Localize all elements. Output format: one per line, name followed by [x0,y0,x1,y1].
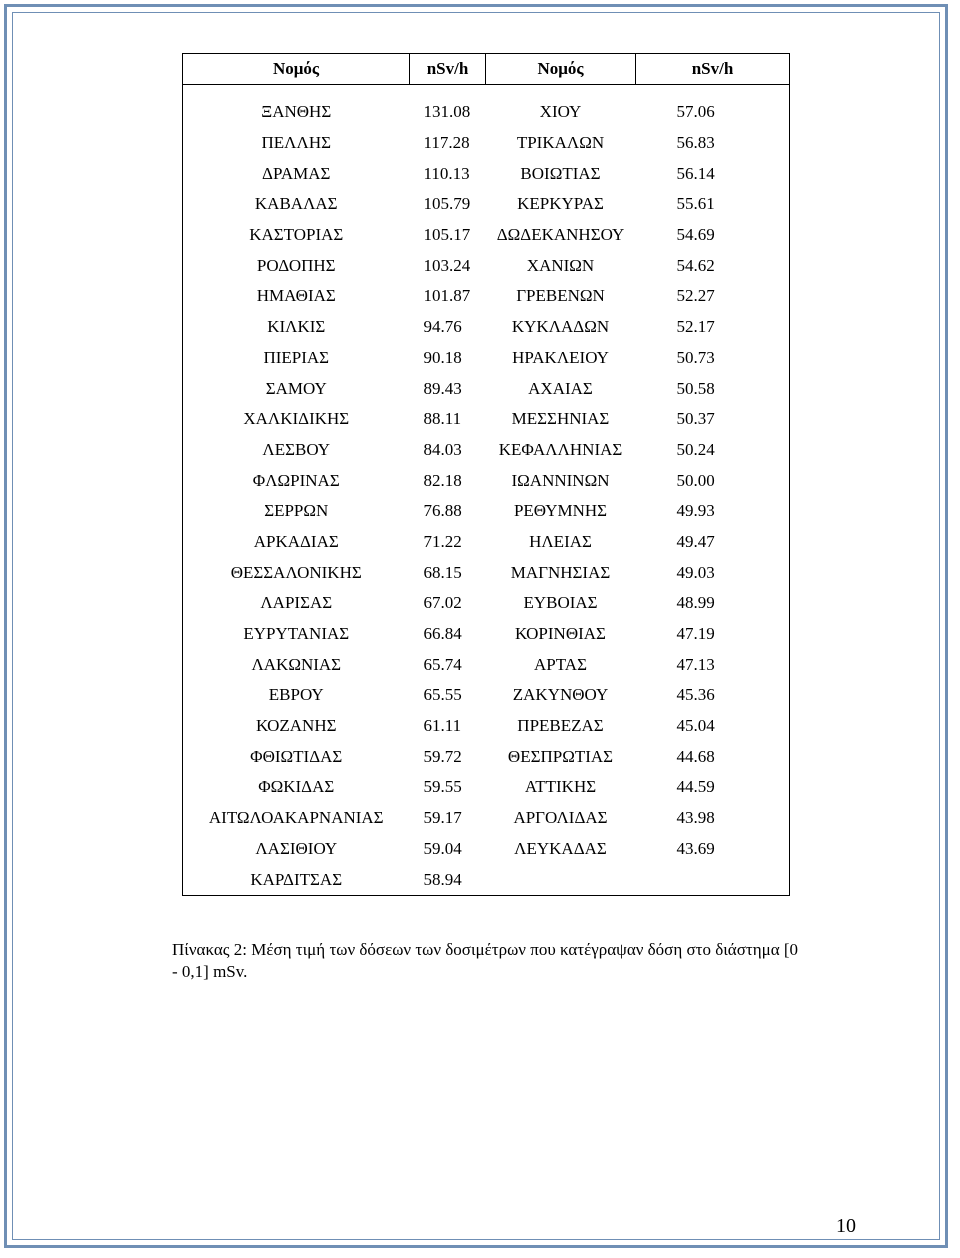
dose-left-cell: 105.79 [423,194,471,214]
dose-right-cell: 55.61 [676,194,715,214]
table-row [183,588,790,619]
dose-left-cell: 90.18 [423,347,462,367]
dose-right-cell: 49.03 [676,562,715,582]
dose-left-cell: 117.28 [423,133,470,153]
dose-left-cell: 59.17 [423,808,462,828]
prefecture-right-cell: ΖΑΚΥΝΘΟΥ [512,685,609,705]
table-row [183,435,790,466]
prefecture-right-cell: ΠΡΕΒΕΖΑΣ [517,716,604,736]
prefecture-right-cell: ΒΟΙΩΤΙΑΣ [520,163,601,183]
dose-left-cell: 65.55 [423,685,462,705]
prefecture-left-cell: ΛΕΣΒΟΥ [262,439,331,459]
prefecture-right-cell: ΧΑΝΙΩΝ [526,255,595,275]
table-caption: Πίνακας 2: Μέση τιμή των δόσεων των δοσιμέτρων που κατέγραψαν δόση στο διάστημα [0 - 0,1] mSv. [172,940,799,981]
header-dose-left: nSv/h [410,54,486,85]
table-row [183,128,790,159]
dose-left-cell: 71.22 [423,531,462,551]
header-dose-right: nSv/h [636,54,790,85]
prefecture-right-cell: ΡΕΘΥΜΝΗΣ [513,501,608,521]
prefecture-right-cell: ΑΤΤΙΚΗΣ [524,777,597,797]
dose-left-cell: 58.94 [423,869,462,889]
table-row [183,649,790,680]
dose-left-cell: 68.15 [423,562,462,582]
dose-right-cell: 50.37 [676,409,715,429]
dose-left-cell: 94.76 [423,317,462,337]
table-row [183,619,790,650]
table-row [183,680,790,711]
dose-right-cell: 50.73 [676,347,715,367]
prefecture-right-cell [486,864,636,895]
prefecture-left-cell: ΕΥΡΥΤΑΝΙΑΣ [243,624,350,644]
dose-right-cell: 47.13 [676,654,715,674]
table-row [183,864,790,895]
prefecture-left-cell: ΦΩΚΙΔΑΣ [258,777,335,797]
table-spacer-row [183,85,790,98]
dose-right-cell: 50.00 [676,470,715,490]
prefecture-left-cell: ΕΒΡΟΥ [268,685,324,705]
prefecture-left-cell: ΡΟΔΟΠΗΣ [256,255,336,275]
table-row [183,158,790,189]
prefecture-left-cell: ΦΘΙΩΤΙΔΑΣ [250,746,343,766]
prefecture-left-cell: ΣΑΜΟΥ [265,378,327,398]
prefecture-left-cell: ΑΡΚΑΔΙΑΣ [253,531,339,551]
prefecture-right-cell: ΓΡΕΒΕΝΩΝ [516,286,605,306]
table-row [183,711,790,742]
prefecture-right-cell: ΗΡΑΚΛΕΙΟΥ [512,347,609,367]
table-header-row [183,54,790,85]
prefecture-right-cell: ΔΩΔΕΚΑΝΗΣΟΥ [496,225,625,245]
dose-left-cell: 88.11 [423,409,462,429]
dose-left-cell: 89.43 [423,378,462,398]
dose-left-cell: 59.72 [423,746,462,766]
prefecture-right-cell: ΚΕΦΑΛΛΗΝΙΑΣ [498,439,623,459]
prefecture-right-cell: ΛΕΥΚΑΔΑΣ [514,838,607,858]
table-row [183,496,790,527]
prefecture-left-cell: ΚΑΡΔΙΤΣΑΣ [250,869,343,889]
table-row [183,312,790,343]
prefecture-right-cell: ΜΕΣΣΗΝΙΑΣ [511,409,610,429]
dose-left-cell: 61.11 [423,716,462,736]
dose-right-cell: 56.14 [676,163,715,183]
prefecture-left-cell: ΚΑΒΑΛΑΣ [254,194,338,214]
dose-right-cell: 43.98 [676,808,715,828]
dose-right-cell: 43.69 [676,838,715,858]
dose-left-cell: 105.17 [423,225,471,245]
table-row [183,803,790,834]
prefecture-left-cell: ΗΜΑΘΙΑΣ [256,286,336,306]
header-prefecture-left: Νομός [183,54,410,85]
prefecture-left-cell: ΚΑΣΤΟΡΙΑΣ [249,225,344,245]
prefecture-right-cell: ΚΥΚΛΑΔΩΝ [511,317,610,337]
dose-left-cell: 131.08 [423,102,471,122]
prefecture-right-cell: ΕΥΒΟΙΑΣ [523,593,598,613]
dose-right-cell: 57.06 [676,102,715,122]
dose-left-cell: 65.74 [423,654,462,674]
dose-left-cell: 67.02 [423,593,462,613]
table-row [183,220,790,251]
dose-right-cell: 52.17 [676,317,715,337]
prefecture-left-cell: ΘΕΣΣΑΛΟΝΙΚΗΣ [230,562,362,582]
table-row [183,772,790,803]
dose-right-cell: 56.83 [676,133,715,153]
dose-right-cell: 50.58 [676,378,715,398]
prefecture-right-cell: ΑΡΓΟΛΙΔΑΣ [513,808,608,828]
table-row [183,834,790,865]
table-row [183,741,790,772]
dose-right-cell: 45.36 [676,685,715,705]
prefecture-left-cell: ΛΑΚΩΝΙΑΣ [251,654,342,674]
prefecture-right-cell: ΚΕΡΚΥΡΑΣ [517,194,604,214]
table-row [183,527,790,558]
table-row [183,343,790,374]
prefecture-right-cell: ΗΛΕΙΑΣ [529,531,592,551]
dose-left-cell: 82.18 [423,470,462,490]
dose-left-cell: 59.04 [423,838,462,858]
table-row [183,250,790,281]
table-body [183,85,790,896]
dose-right-cell: 44.59 [676,777,715,797]
table-row [183,97,790,128]
table-row [183,465,790,496]
table-row [183,557,790,588]
dose-left-cell: 66.84 [423,624,462,644]
dose-right-cell: 54.62 [676,255,715,275]
prefecture-right-cell: ΜΑΓΝΗΣΙΑΣ [510,562,611,582]
prefecture-right-cell: ΧΙΟΥ [539,102,582,122]
dose-left-cell: 59.55 [423,777,462,797]
table-row [183,404,790,435]
prefecture-left-cell: ΠΙΕΡΙΑΣ [263,347,330,367]
prefecture-left-cell: ΦΛΩΡΙΝΑΣ [252,470,340,490]
dose-left-cell: 110.13 [423,163,470,183]
table-row [183,189,790,220]
prefecture-right-cell: ΑΡΤΑΣ [534,654,587,674]
dose-left-cell: 101.87 [423,286,471,306]
prefecture-left-cell: ΠΕΛΛΗΣ [261,133,331,153]
prefecture-left-cell: ΛΑΣΙΘΙΟΥ [255,838,338,858]
prefecture-right-cell: ΑΧΑΙΑΣ [528,378,593,398]
dose-rate-table [182,53,790,896]
prefecture-right-cell: ΙΩΑΝΝΙΝΩΝ [511,470,610,490]
dose-right-cell: 49.93 [676,501,715,521]
dose-right-cell: 45.04 [676,716,715,736]
prefecture-left-cell: ΧΑΛΚΙΔΙΚΗΣ [243,409,350,429]
prefecture-right-cell: ΤΡΙΚΑΛΩΝ [516,133,605,153]
prefecture-left-cell: ΣΕΡΡΩΝ [264,501,329,521]
dose-right-cell [636,864,790,895]
dose-right-cell: 44.68 [676,746,715,766]
table-row [183,281,790,312]
dose-right-cell: 48.99 [676,593,715,613]
prefecture-left-cell: ΚΙΛΚΙΣ [267,317,326,337]
prefecture-right-cell: ΘΕΣΠΡΩΤΙΑΣ [507,746,614,766]
dose-right-cell: 54.69 [676,225,715,245]
page-number: 10 [836,1215,856,1237]
table-row [183,373,790,404]
dose-right-cell: 50.24 [676,439,715,459]
prefecture-left-cell: ΚΟΖΑΝΗΣ [256,716,337,736]
dose-left-cell: 84.03 [423,439,462,459]
prefecture-left-cell: ΔΡΑΜΑΣ [262,163,331,183]
header-prefecture-right: Νομός [486,54,636,85]
dose-left-cell: 76.88 [423,501,462,521]
prefecture-left-cell: ΛΑΡΙΣΑΣ [260,593,333,613]
dose-right-cell: 49.47 [676,531,715,551]
dose-right-cell: 52.27 [676,286,715,306]
dose-right-cell: 47.19 [676,624,715,644]
prefecture-left-cell: ΞΑΝΘΗΣ [261,102,332,122]
dose-left-cell: 103.24 [423,255,471,275]
prefecture-right-cell: ΚΟΡΙΝΘΙΑΣ [515,624,606,644]
prefecture-left-cell: ΑΙΤΩΛΟΑΚΑΡΝΑΝΙΑΣ [208,808,384,828]
